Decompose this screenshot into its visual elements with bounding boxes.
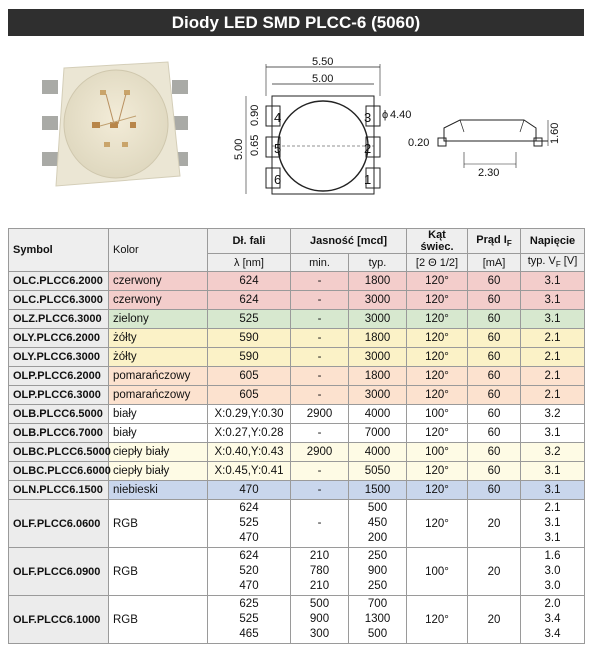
cell-min (291, 386, 349, 405)
dim-side-width: 2.30 (478, 167, 500, 179)
cell-nap (521, 596, 585, 644)
cell-nap (521, 548, 585, 596)
cell-value: 2900 (306, 407, 333, 420)
cell-fala (208, 291, 291, 310)
cell-prad: 60 (468, 386, 521, 405)
cell-kolor: czerwony (109, 291, 208, 310)
cell-value: 625 (239, 598, 259, 610)
cell-min (291, 272, 349, 291)
cell-typ (349, 291, 407, 310)
cell-sym: OLF.PLCC6.1000 (9, 596, 109, 644)
cell-kat: 120° (407, 386, 468, 405)
cell-typ (349, 386, 407, 405)
cell-value: 1800 (364, 331, 391, 344)
header-kat-unit: [2 Θ 1/2] (407, 254, 468, 272)
cell-value: 624 (239, 550, 259, 562)
cell-kat: 120° (407, 424, 468, 443)
cell-value: 7000 (364, 426, 391, 439)
led-photo (40, 58, 190, 190)
cell-value: 525 (239, 312, 259, 325)
cell-fala (208, 310, 291, 329)
cell-fala (208, 329, 291, 348)
cell-sym: OLF.PLCC6.0900 (9, 548, 109, 596)
cell-prad: 60 (468, 481, 521, 500)
cell-value: 470 (239, 483, 259, 496)
cell-value: 900 (367, 565, 388, 577)
cell-sym: OLB.PLCC6.7000 (9, 424, 109, 443)
cell-typ (349, 367, 407, 386)
cell-value: 210 (309, 580, 330, 592)
cell-nap (521, 424, 585, 443)
header-symbol: Symbol (9, 229, 109, 272)
table-row (9, 481, 585, 500)
header-min: min. (291, 254, 349, 272)
cell-nap (521, 462, 585, 481)
cell-value: 3.1 (544, 464, 561, 477)
cell-value: 3.1 (544, 293, 561, 306)
cell-min (291, 481, 349, 500)
cell-kolor: zielony (109, 310, 208, 329)
dim-top-outer: 5.50 (312, 56, 334, 68)
dim-pad-width: 0.90 (249, 104, 261, 126)
table-row (9, 405, 585, 424)
cell-kat: 120° (407, 500, 468, 548)
cell-value: X:0.40,Y:0.43 (214, 445, 284, 458)
cell-fala (208, 443, 291, 462)
cell-fala (208, 462, 291, 481)
header-jasnosc: Jasność [mcd] (291, 229, 407, 254)
header-prad: Prąd $I_F$ (468, 229, 521, 254)
header-napiecie-unit: typ. $V_F$ [V] (521, 254, 585, 272)
cell-kat: 120° (407, 291, 468, 310)
cell-value: 3.0 (544, 565, 561, 577)
cell-sym: OLF.PLCC6.0600 (9, 500, 109, 548)
page-title: Diody LED SMD PLCC-6 (5060) (8, 9, 584, 36)
cell-value: - (317, 426, 322, 439)
cell-prad: 60 (468, 348, 521, 367)
cell-typ (349, 348, 407, 367)
cell-fala (208, 596, 291, 644)
cell-nap (521, 386, 585, 405)
cell-value: 700 (367, 598, 388, 610)
cell-sym: OLBC.PLCC6.6000 (9, 462, 109, 481)
pin-4: 4 (274, 110, 282, 125)
cell-prad: 20 (468, 548, 521, 596)
cell-sym: OLC.PLCC6.3000 (9, 291, 109, 310)
dim-side-height: 1.60 (549, 122, 561, 144)
cell-value: 900 (309, 613, 330, 625)
cell-kolor: niebieski (109, 481, 208, 500)
dim-lens: 4.40 (390, 109, 412, 121)
table-row (9, 310, 585, 329)
cell-value: 300 (309, 628, 330, 640)
header-typ: typ. (349, 254, 407, 272)
cell-kolor: biały (109, 405, 208, 424)
cell-nap (521, 405, 585, 424)
cell-value: 605 (239, 388, 259, 401)
table-row (9, 329, 585, 348)
cell-value: 2.0 (544, 598, 561, 610)
cell-value: 3.1 (544, 274, 561, 287)
cell-value: 500 (367, 628, 388, 640)
cell-nap (521, 272, 585, 291)
cell-sym: OLB.PLCC6.5000 (9, 405, 109, 424)
cell-typ (349, 424, 407, 443)
table-row (9, 367, 585, 386)
cell-value: 624 (239, 274, 259, 287)
cell-value: 525 (239, 517, 259, 529)
cell-value: 210 (309, 550, 330, 562)
cell-value: 1500 (364, 483, 391, 496)
cell-sym: OLN.PLCC6.1500 (9, 481, 109, 500)
cell-value: - (317, 388, 322, 401)
cell-nap (521, 348, 585, 367)
dim-side-pad: 0.20 (408, 137, 430, 149)
dim-pad-spacing: 0.65 (249, 134, 261, 156)
cell-min (291, 443, 349, 462)
cell-value: 465 (239, 628, 259, 640)
cell-typ (349, 310, 407, 329)
cell-kolor: RGB (109, 500, 208, 548)
cell-nap (521, 443, 585, 462)
cell-value: X:0.45,Y:0.41 (214, 464, 284, 477)
cell-value: 624 (239, 502, 259, 514)
cell-fala (208, 500, 291, 548)
cell-sym: OLP.PLCC6.2000 (9, 367, 109, 386)
cell-min (291, 596, 349, 644)
cell-value: 3.1 (544, 312, 561, 325)
cell-value: 470 (239, 532, 259, 544)
cell-min (291, 367, 349, 386)
cell-kat: 120° (407, 596, 468, 644)
cell-typ (349, 500, 407, 548)
cell-min (291, 500, 349, 548)
cell-value: - (317, 312, 322, 325)
cell-prad: 60 (468, 291, 521, 310)
cell-kolor: żółty (109, 329, 208, 348)
pin-1: 1 (364, 172, 372, 187)
cell-value: 2.1 (544, 388, 561, 401)
cell-value: 3000 (364, 312, 391, 325)
table-row (9, 386, 585, 405)
cell-min (291, 329, 349, 348)
cell-value: 500 (367, 502, 388, 514)
cell-value: - (317, 331, 322, 344)
cell-kat: 120° (407, 272, 468, 291)
cell-prad: 60 (468, 443, 521, 462)
cell-sym: OLC.PLCC6.2000 (9, 272, 109, 291)
cell-value: 3.4 (544, 628, 561, 640)
table-row (9, 348, 585, 367)
pin-6: 6 (274, 172, 282, 187)
cell-fala (208, 386, 291, 405)
pin-3: 3 (364, 110, 372, 125)
cell-value: X:0.29,Y:0.30 (214, 407, 284, 420)
cell-value: - (317, 369, 322, 382)
cell-kat: 100° (407, 443, 468, 462)
cell-value: 4000 (364, 407, 391, 420)
cell-value: 250 (367, 550, 388, 562)
cell-value: - (317, 517, 322, 529)
header-kat: Kąt świec. (407, 229, 468, 254)
cell-fala (208, 424, 291, 443)
cell-nap (521, 367, 585, 386)
cell-value: 3.1 (544, 483, 561, 496)
svg-text:ϕ: ϕ (382, 109, 389, 121)
cell-value: - (317, 350, 322, 363)
header-fala-unit: λ [nm] (208, 254, 291, 272)
cell-value: 3.0 (544, 580, 561, 592)
cell-value: 3.2 (544, 407, 561, 420)
cell-prad: 60 (468, 405, 521, 424)
spec-table (8, 228, 585, 644)
cell-nap (521, 310, 585, 329)
table-row (9, 462, 585, 481)
cell-value: 3000 (364, 350, 391, 363)
cell-min (291, 348, 349, 367)
cell-value: 4000 (364, 445, 391, 458)
cell-prad: 60 (468, 367, 521, 386)
cell-kolor: pomarańczowy (109, 367, 208, 386)
cell-kat: 120° (407, 329, 468, 348)
cell-prad: 60 (468, 272, 521, 291)
pin-2: 2 (364, 141, 372, 156)
table-row (9, 443, 585, 462)
cell-value: 590 (239, 350, 259, 363)
header-fala: Dł. fali (208, 229, 291, 254)
cell-kolor: ciepły biały (109, 462, 208, 481)
cell-prad: 20 (468, 500, 521, 548)
cell-value: 1800 (364, 274, 391, 287)
cell-value: 250 (367, 580, 388, 592)
cell-value: 3.1 (544, 426, 561, 439)
cell-kolor: ciepły biały (109, 443, 208, 462)
dim-top-inner: 5.00 (312, 73, 334, 85)
cell-value: - (317, 464, 322, 477)
cell-kolor: czerwony (109, 272, 208, 291)
dim-left-height: 5.00 (233, 138, 245, 160)
cell-prad: 60 (468, 310, 521, 329)
cell-value: 2900 (306, 445, 333, 458)
pin-5: 5 (274, 141, 282, 156)
cell-value: - (317, 274, 322, 287)
cell-kat: 100° (407, 405, 468, 424)
cell-typ (349, 329, 407, 348)
cell-min (291, 310, 349, 329)
cell-kolor: RGB (109, 596, 208, 644)
cell-value: 2.1 (544, 502, 561, 514)
cell-fala (208, 405, 291, 424)
cell-prad: 60 (468, 329, 521, 348)
cell-value: 624 (239, 293, 259, 306)
cell-typ (349, 272, 407, 291)
cell-min (291, 405, 349, 424)
cell-value: 3.1 (544, 517, 561, 529)
cell-prad: 60 (468, 462, 521, 481)
cell-sym: OLZ.PLCC6.3000 (9, 310, 109, 329)
cell-nap (521, 481, 585, 500)
cell-value: 450 (367, 517, 388, 529)
cell-min (291, 548, 349, 596)
cell-sym: OLP.PLCC6.3000 (9, 386, 109, 405)
cell-value: 200 (367, 532, 388, 544)
table-row (9, 272, 585, 291)
cell-value: - (317, 483, 322, 496)
cell-value: 605 (239, 369, 259, 382)
cell-min (291, 462, 349, 481)
cell-min (291, 291, 349, 310)
cell-kat: 120° (407, 481, 468, 500)
cell-value: 500 (309, 598, 330, 610)
header-kolor: Kolor (109, 229, 208, 272)
cell-value: 1.6 (544, 550, 561, 562)
cell-value: 3000 (364, 388, 391, 401)
cell-value: 2.1 (544, 369, 561, 382)
cell-prad: 60 (468, 424, 521, 443)
cell-nap (521, 329, 585, 348)
table-row (9, 291, 585, 310)
table-row (9, 424, 585, 443)
cell-value: 3000 (364, 293, 391, 306)
cell-fala (208, 272, 291, 291)
cell-fala (208, 367, 291, 386)
header-napiecie: Napięcie (521, 229, 585, 254)
cell-value: 3.2 (544, 445, 561, 458)
cell-kolor: RGB (109, 548, 208, 596)
cell-kat: 120° (407, 462, 468, 481)
cell-fala (208, 481, 291, 500)
cell-typ (349, 443, 407, 462)
cell-value: 2.1 (544, 350, 561, 363)
cell-kat: 120° (407, 348, 468, 367)
cell-sym: OLBC.PLCC6.5000 (9, 443, 109, 462)
cell-value: 520 (239, 565, 259, 577)
cell-value: 1300 (364, 613, 391, 625)
cell-value: 2.1 (544, 331, 561, 344)
cell-fala (208, 348, 291, 367)
cell-value: 1800 (364, 369, 391, 382)
cell-value: 5050 (364, 464, 391, 477)
cell-value: 470 (239, 580, 259, 592)
cell-kolor: biały (109, 424, 208, 443)
cell-typ (349, 481, 407, 500)
cell-value: 3.1 (544, 532, 561, 544)
cell-kolor: żółty (109, 348, 208, 367)
cell-nap (521, 500, 585, 548)
cell-sym: OLY.PLCC6.3000 (9, 348, 109, 367)
cell-min (291, 424, 349, 443)
table-row (9, 548, 585, 596)
cell-kolor: pomarańczowy (109, 386, 208, 405)
cell-sym: OLY.PLCC6.2000 (9, 329, 109, 348)
cell-nap (521, 291, 585, 310)
cell-typ (349, 405, 407, 424)
cell-value: X:0.27,Y:0.28 (214, 426, 284, 439)
header-prad-unit: [mA] (468, 254, 521, 272)
cell-kat: 120° (407, 310, 468, 329)
cell-kat: 120° (407, 367, 468, 386)
dimension-drawing (232, 56, 562, 196)
cell-value: - (317, 293, 322, 306)
cell-kat: 100° (407, 548, 468, 596)
cell-value: 525 (239, 613, 259, 625)
cell-value: 780 (309, 565, 330, 577)
cell-fala (208, 548, 291, 596)
cell-typ (349, 462, 407, 481)
cell-typ (349, 596, 407, 644)
cell-value: 590 (239, 331, 259, 344)
cell-typ (349, 548, 407, 596)
cell-value: 3.4 (544, 613, 561, 625)
table-row (9, 596, 585, 644)
cell-prad: 20 (468, 596, 521, 644)
table-row (9, 500, 585, 548)
